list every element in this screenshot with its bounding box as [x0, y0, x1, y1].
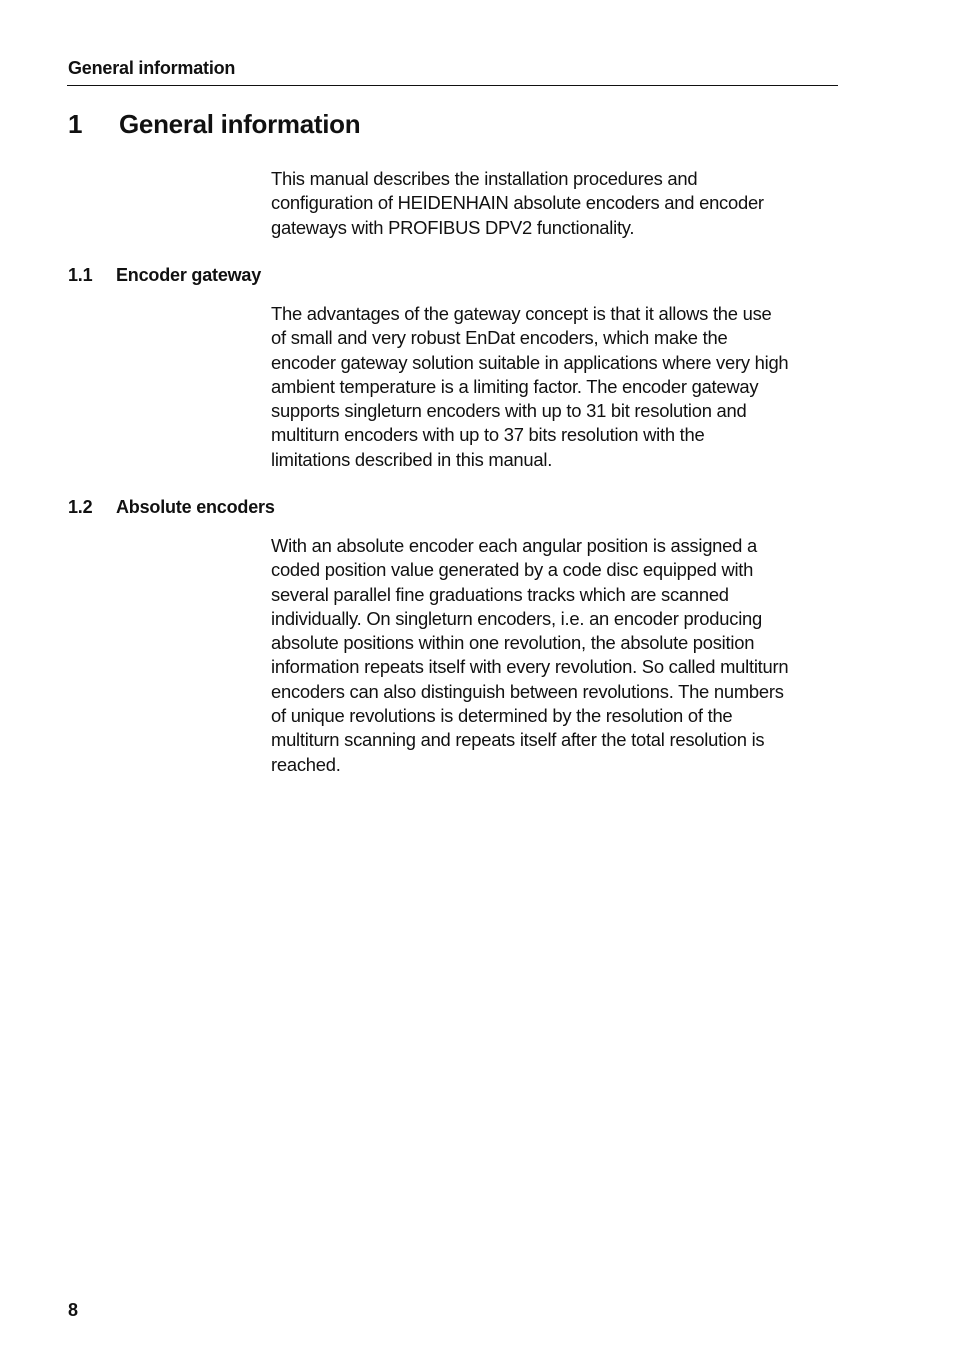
- paragraph-line: of small and very robust EnDat encoders, which make the: [271, 327, 728, 349]
- section-title-encoder-gateway: [68, 265, 261, 286]
- section-number: 1.2: [68, 497, 93, 517]
- section-number: 1.1: [68, 265, 93, 285]
- chapter-title: [68, 109, 360, 140]
- page-number: 8: [68, 1300, 79, 1320]
- chapter-heading: General information: [119, 109, 361, 139]
- section-heading: Encoder gateway: [116, 265, 262, 285]
- running-header: General information: [68, 58, 236, 78]
- paragraph-line: of unique revolutions is determined by the resolution of the: [271, 705, 733, 727]
- paragraph-line: limitations described in this manual.: [271, 448, 553, 470]
- paragraph-line: information repeats itself with every revolution. So called multiturn: [271, 656, 789, 678]
- paragraph-line: absolute positions within one revolution, the absolute position: [271, 632, 755, 654]
- paragraph-line: individually. On singleturn encoders, i.e. an encoder producing: [271, 607, 762, 629]
- paragraph-line: gateways with PROFIBUS DPV2 functionality.: [271, 216, 635, 238]
- paragraph-line: encoder gateway solution suitable in applications where very high: [271, 351, 789, 373]
- paragraph-line: reached.: [271, 753, 341, 775]
- chapter-number: 1: [68, 109, 83, 139]
- paragraph-line: With an absolute encoder each angular position is assigned a: [271, 535, 757, 556]
- header-divider: [67, 85, 838, 86]
- paragraph-line: supports singleturn encoders with up to 31 bit resolution and: [271, 400, 747, 422]
- paragraph-line: The advantages of the gateway concept is that it allows the use: [271, 303, 772, 324]
- paragraph-line: ambient temperature is a limiting factor. The encoder gateway: [271, 375, 759, 397]
- paragraph-line: several parallel fine graduations tracks which are scanned: [271, 583, 729, 605]
- paragraph-line: This manual describes the installation procedures and: [271, 168, 698, 189]
- paragraph-line: encoders can also distinguish between revolutions. The numbers: [271, 680, 784, 702]
- paragraph-line: configuration of HEIDENHAIN absolute encoders and encoder: [271, 192, 764, 214]
- chapter-intro-paragraph: [271, 167, 837, 240]
- encoder-gateway-paragraph: [271, 302, 837, 472]
- paragraph-line: coded position value generated by a code disc equipped with: [271, 559, 754, 581]
- section-heading: Absolute encoders: [116, 497, 275, 517]
- paragraph-line: multiturn scanning and repeats itself after the total resolution is: [271, 729, 765, 751]
- section-title-absolute-encoders: [68, 497, 275, 518]
- paragraph-line: multiturn encoders with up to 37 bits resolution with the: [271, 424, 705, 446]
- absolute-encoders-paragraph: [271, 534, 837, 777]
